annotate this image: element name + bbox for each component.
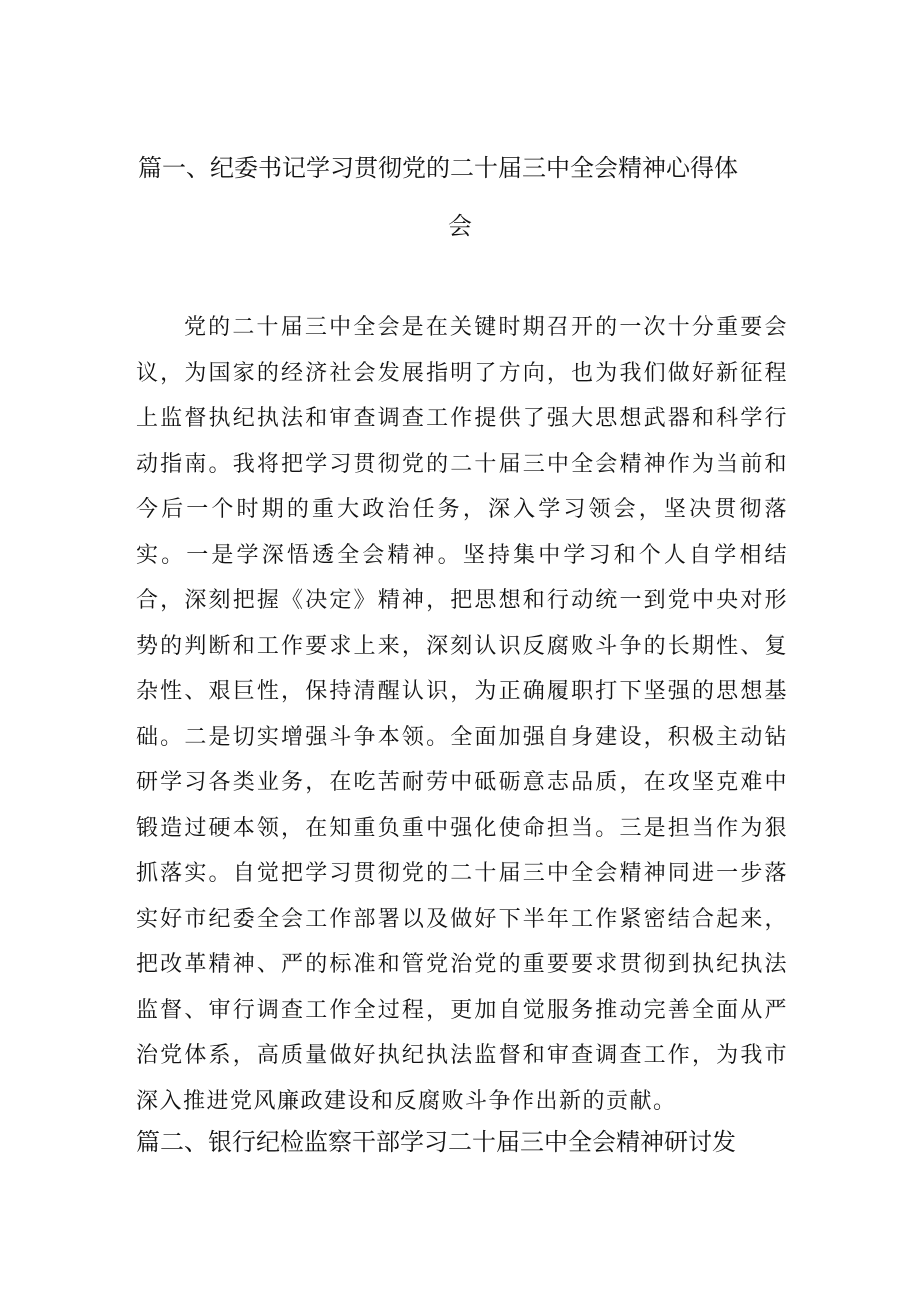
section1-title-continuation: 会	[448, 212, 472, 240]
section2-title: 篇二、银行纪检监察干部学习二十届三中全会精神研讨发	[136, 1128, 736, 1156]
section1-body-paragraph: 党的二十届三中全会是在关键时期召开的一次十分重要会议，为国家的经济社会发展指明了方向，也为我们做好新征程上监督执纪执法和审查调查工作提供了强大思想武器和科学行动指南。我将把学习贯彻党的二十届三中全会精神作为当前和今后一个时期的重大政治任务，深入学习领会，坚决贯彻落实。一是学深悟透全会精神。坚持集中学习和个人自学相结合，深刻把握《决定》精神，把思想和行动统一到党中央对形势的判断和工作要求上来，深刻认识反腐败斗争的长期性、复杂性、艰巨性，保持清醒认识，为正确履职打下坚强的思想基础。二是切实增强斗争本领。全面加强自身建设，积极主动钻研学习各类业务，在吃苦耐劳中砥砺意志品质，在攻坚克难中锻造过硬本领，在知重负重中强化使命担当。三是担当作为狠抓落实。自觉把学习贯彻党的二十届三中全会精神同进一步落实好市纪委全会工作部署以及做好下半年工作紧密结合起来，把改革精神、严的标准和管党治党的重要要求贯彻到执纪执法监督、审行调查工作全过程，更加自觉服务推动完善全面从严治党体系，高质量做好执纪执法监督和审查调查工作，为我市深入推进党风廉政建设和反腐败斗争作出新的贡献。	[136, 315, 788, 1114]
section1-title: 篇一、纪委书记学习贯彻党的二十届三中全会精神心得体	[138, 154, 738, 182]
